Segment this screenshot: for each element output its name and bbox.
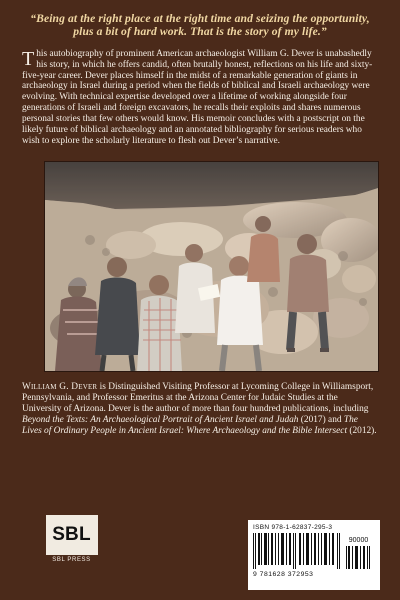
archaeology-photo [44, 161, 379, 372]
price-code: 90000 [348, 537, 369, 544]
bio-text-3: (2012). [347, 426, 377, 437]
author-name: William G. Dever [22, 381, 98, 392]
bio-text-1: is Distinguished Visiting Professor at Lycoming College in Williamsport, Pennsylvania, and Professor Emeritus at the Arizona Center for Judaic Studies at the University of Arizona. Dever is the author of more than four hundred publications, including [22, 381, 374, 414]
ean-digits: 9 781628 372953 [253, 571, 314, 578]
sbl-logo-mark: SBL [46, 515, 98, 555]
description-text: his autobiography of prominent American archaeologist William G. Dever is unabashedly his story, in which he offers candid, often brutally honest, reflections on his life and sixty-five-year career. Dever places himself in the midst of a remarkable generation of giants in archaeology in Israel during a period when the fields of biblical and Israeli archaeology were evolving. With technical expertise developed over a lifetime of working alongside four generations of Israeli and foreign excavators, he recalls their exploits and shares numerous personal stories that few others would know. His memoir concludes with a postscript on the likely future of biblical archaeology and an annotated bibliography for serious readers who wish to explore the scholarly literature to flesh out Dever’s narrative. [22, 48, 373, 147]
dropcap: T [22, 47, 35, 70]
excavation-photo-illustration [45, 162, 378, 371]
book-title-2: The Lives of Ordinary People in Ancient Israel: Where Archaeology and the Bible Intersect [22, 415, 358, 437]
barcode-row [253, 533, 375, 569]
price-barcode-icon [346, 546, 371, 569]
book-description [22, 49, 378, 147]
pull-quote: “Being at the right place at the right time and seizing the opportunity, plus a bit of hard work. That is the story of my life.” [30, 12, 370, 39]
book-title-1: Beyond the Texts: An Archaeological Portrait of Ancient Israel and Judah [22, 415, 299, 425]
publisher-name: SBL PRESS [52, 557, 91, 563]
author-bio [22, 382, 378, 437]
isbn-label: ISBN 978-1-62837-295-3 [253, 524, 333, 531]
isbn-barcode [248, 520, 380, 590]
ean-barcode-icon [253, 533, 341, 569]
bio-text-2: (2017) and [298, 415, 344, 425]
publisher-logo [43, 515, 100, 566]
price-code-block [346, 537, 371, 569]
